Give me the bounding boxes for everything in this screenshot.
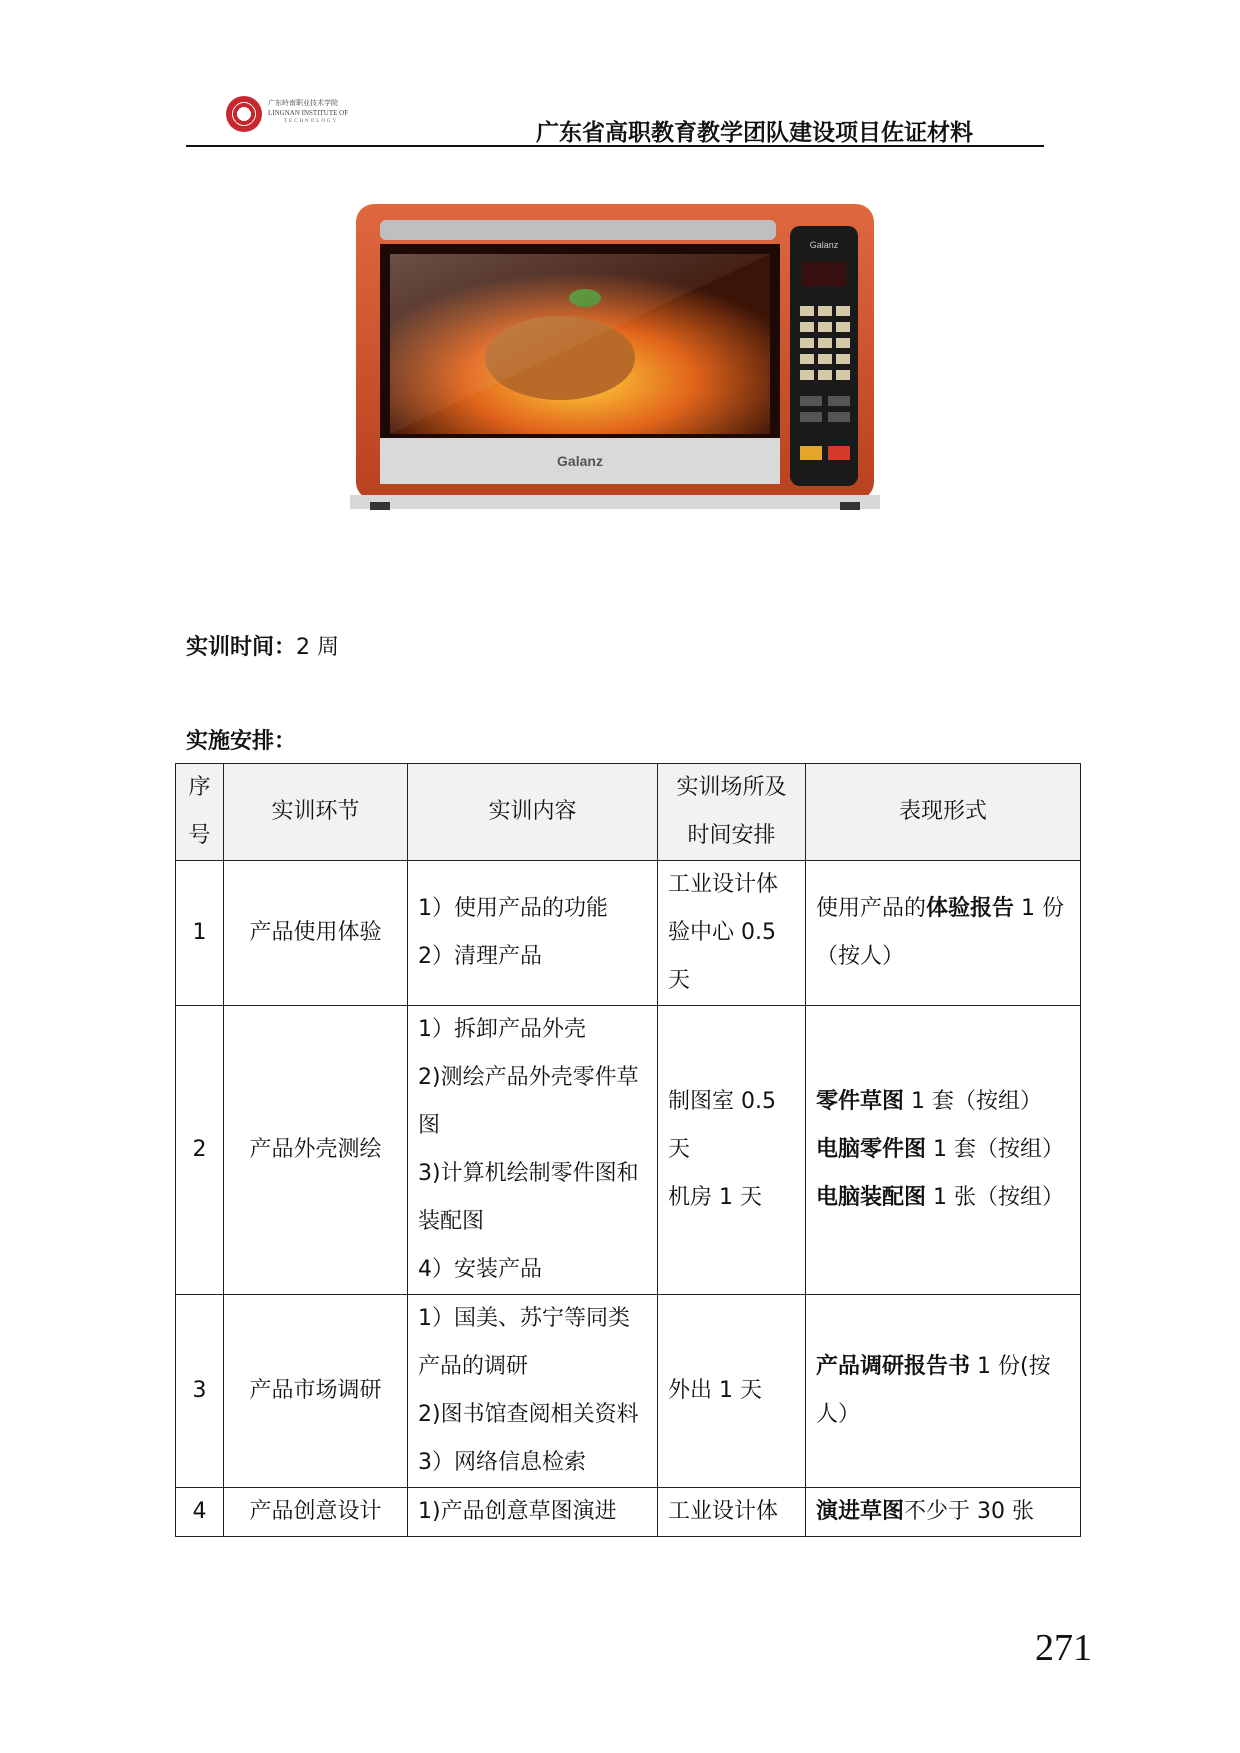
form-cell bbox=[806, 1006, 1081, 1295]
place-line: 机房 1 天 bbox=[668, 1185, 762, 1210]
schedule-table bbox=[175, 763, 1080, 1537]
content-line: 4）安装产品 bbox=[418, 1257, 542, 1282]
form-emphasis: 体验报告 bbox=[926, 896, 1015, 921]
place-line: 外出 1 天 bbox=[668, 1378, 762, 1403]
form-line bbox=[816, 885, 1070, 981]
row-number-cell: 3 bbox=[176, 1295, 224, 1488]
header-cell: 序号 bbox=[176, 764, 224, 861]
form-line bbox=[816, 1174, 1070, 1222]
place-cell bbox=[658, 1006, 806, 1295]
content-line: 3)计算机绘制零件图和装配图 bbox=[418, 1161, 639, 1234]
content-line: 2)测绘产品外壳零件草图 bbox=[418, 1065, 639, 1138]
form-line bbox=[816, 1078, 1070, 1126]
content-line: 1）使用产品的功能 bbox=[418, 896, 608, 921]
content-line: 2)图书馆查阅相关资料 bbox=[418, 1402, 639, 1427]
college-seal-icon bbox=[226, 96, 262, 132]
training-time bbox=[186, 630, 339, 661]
form-text: 不少于 30 张 bbox=[904, 1499, 1034, 1524]
form-cell bbox=[806, 1488, 1081, 1537]
logo-chinese-name: 广东岭南职业技术学院 bbox=[268, 99, 338, 107]
form-text: 1 份（按人） bbox=[816, 896, 1065, 969]
place-cell bbox=[658, 1295, 806, 1488]
table-row bbox=[176, 861, 1081, 1006]
logo-english-name: LINGNAN INSTITUTE OF bbox=[268, 109, 349, 117]
form-emphasis: 演进草图 bbox=[816, 1499, 905, 1524]
form-text: 1 份(按人） bbox=[816, 1354, 1051, 1427]
row-number-cell: 2 bbox=[176, 1006, 224, 1295]
place-cell bbox=[658, 1488, 806, 1537]
form-text: 1 套（按组） bbox=[926, 1137, 1064, 1162]
page-number: 271 bbox=[1035, 1627, 1092, 1669]
header-cell: 实训内容 bbox=[408, 764, 658, 861]
form-text: 1 套（按组） bbox=[904, 1089, 1042, 1114]
stage-cell: 产品使用体验 bbox=[224, 861, 408, 1006]
content-line: 1）国美、苏宁等同类产品的调研 bbox=[418, 1306, 630, 1379]
header-rule bbox=[186, 145, 1044, 147]
table-row bbox=[176, 1006, 1081, 1295]
table-row bbox=[176, 1295, 1081, 1488]
training-time-label: 实训时间： bbox=[186, 635, 297, 660]
header-cell: 表现形式 bbox=[806, 764, 1081, 861]
training-time-value: 2 周 bbox=[296, 635, 340, 660]
form-emphasis: 电脑装配图 bbox=[816, 1185, 927, 1210]
oven-door-brand: Galanz bbox=[557, 453, 603, 469]
toaster-oven-image bbox=[350, 200, 880, 515]
arrangement-label-text: 实施安排： bbox=[186, 729, 297, 754]
oven-panel-brand: Galanz bbox=[809, 240, 839, 250]
content-cell bbox=[408, 1006, 658, 1295]
stage-cell: 产品市场调研 bbox=[224, 1295, 408, 1488]
content-line: 2）清理产品 bbox=[418, 944, 542, 969]
form-text: 1 张（按组） bbox=[926, 1185, 1064, 1210]
stage-cell: 产品外壳测绘 bbox=[224, 1006, 408, 1295]
content-cell bbox=[408, 1295, 658, 1488]
form-text: 使用产品的 bbox=[816, 896, 927, 921]
form-emphasis: 产品调研报告书 bbox=[816, 1354, 971, 1379]
logo-english-name-2: TECHNOLOGY bbox=[284, 119, 339, 124]
college-logo bbox=[226, 96, 358, 134]
form-emphasis: 零件草图 bbox=[816, 1089, 905, 1114]
content-cell bbox=[408, 1488, 658, 1537]
header-title: 广东省高职教育教学团队建设项目佐证材料 bbox=[536, 120, 973, 146]
place-cell bbox=[658, 861, 806, 1006]
form-cell bbox=[806, 861, 1081, 1006]
place-line: 制图室 0.5 天 bbox=[668, 1089, 776, 1162]
content-line: 1)产品创意草图演进 bbox=[418, 1499, 617, 1524]
table-row bbox=[176, 1488, 1081, 1537]
header-cell: 实训环节 bbox=[224, 764, 408, 861]
content-line: 3）网络信息检索 bbox=[418, 1450, 586, 1475]
stage-cell: 产品创意设计 bbox=[224, 1488, 408, 1537]
content-line: 1）拆卸产品外壳 bbox=[418, 1017, 586, 1042]
row-number-cell: 4 bbox=[176, 1488, 224, 1537]
form-line bbox=[816, 1488, 1070, 1536]
arrangement-label bbox=[186, 724, 296, 755]
table-header-row bbox=[176, 764, 1081, 861]
header-cell: 实训场所及时间安排 bbox=[658, 764, 806, 861]
form-cell bbox=[806, 1295, 1081, 1488]
form-emphasis: 电脑零件图 bbox=[816, 1137, 927, 1162]
place-line: 工业设计体 bbox=[668, 1499, 779, 1524]
form-line bbox=[816, 1343, 1070, 1439]
row-number-cell: 1 bbox=[176, 861, 224, 1006]
content-cell bbox=[408, 861, 658, 1006]
form-line bbox=[816, 1126, 1070, 1174]
place-line: 工业设计体验中心 0.5 天 bbox=[668, 872, 779, 993]
